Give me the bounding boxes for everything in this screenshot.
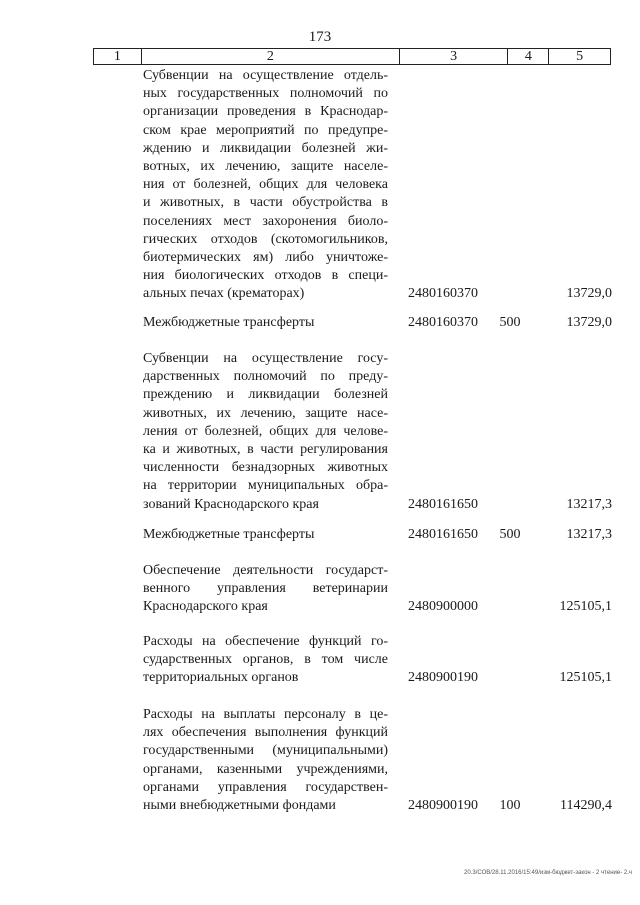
description-line: поселениях мест захоронения биоло- [143,213,388,229]
amount-value: 125105,1 [559,670,612,686]
description-line: Краснодарского края [143,599,268,615]
column-header-1: 1 [94,49,142,64]
document-footer-code: 20.3/СОВ/28.11.2016/15:49/изм-бюджет-закон - 2 чтение- 2.ч [464,870,632,876]
description-line: альных печах (крематорах) [143,286,305,302]
column-header-3: 3 [400,49,509,64]
expense-type-code: 500 [499,527,521,542]
description-line: ния биологических отходов в специ- [143,268,388,284]
target-article-code: 2480161650 [408,496,478,512]
row-description [143,633,388,688]
description-line: органами управления государствен- [143,779,388,795]
description-line: дарственных полномочий по преду- [143,369,388,385]
row-description [143,706,388,815]
target-article-code: 2480161650 [408,527,478,542]
description-line: ния от болезней, общих для человека [143,177,388,193]
description-line: Субвенции на осуществление госу- [143,351,388,366]
amount-value: 13729,0 [566,315,612,330]
description-line: зований Краснодарского края [143,496,319,512]
description-line: венного управления ветеринарии [143,581,388,597]
amount-value: 125105,1 [559,599,612,615]
description-line: на территории муниципальных обра- [143,478,388,494]
description-line: ском крае мероприятий по предупре- [143,122,388,138]
column-header-4: 4 [508,49,549,64]
page-number: 173 [308,29,332,45]
description-line: Субвенции на осуществление отдель- [143,68,388,83]
row-description [143,314,388,332]
description-line: ждению и ликвидации болезней жи- [143,140,388,156]
column-header-5: 5 [576,49,584,64]
target-article-code: 2480900190 [408,798,478,813]
description-line: преждению и ликвидации болезней [143,387,388,403]
description-line: ными внебюджетными фондами [143,798,336,814]
row-description [143,526,388,544]
description-line: вотных, их лечению, защите населе- [143,159,388,175]
amount-value: 114290,4 [560,798,612,813]
expense-type-code: 100 [499,798,521,813]
row-description [143,562,388,617]
description-line: биотермических ям) либо уничтоже- [143,250,388,266]
description-line: численности безнадзорных животных [143,460,388,476]
description-line: государственными (муниципальными) [143,743,388,759]
description-line: Межбюджетные трансферты [143,527,315,542]
amount-value: 13217,3 [566,527,612,542]
description-line: организации проведения в Краснодар- [143,104,388,120]
description-line: ных государственных полномочий по [143,86,388,102]
description-line: гических отходов (скотомогильников, [143,231,388,247]
target-article-code: 2480160370 [408,315,478,330]
column-header-row [93,48,611,65]
description-line: Расходы на выплаты персоналу в це- [143,707,388,722]
description-line: сударственных органов, в том числе [143,652,388,668]
row-description [143,67,388,304]
description-line: животных, их лечению, защите насе- [143,405,388,421]
description-line: Межбюджетные трансферты [143,315,315,330]
column-header-2: 2 [142,49,400,64]
description-line: ления от болезней, общих для челове- [143,423,388,439]
description-line: органами, казенными учреждениями, [143,761,388,777]
target-article-code: 2480900000 [408,599,478,615]
row-description [143,350,388,514]
description-line: ка и животных, в части регулирования [143,442,388,458]
description-line: Расходы на обеспечение функций го- [143,634,388,649]
expense-type-code: 500 [499,315,521,330]
amount-value: 13217,3 [566,496,612,512]
description-line: территориальных органов [143,670,299,686]
target-article-code: 2480900190 [408,670,478,686]
description-line: и животных, в части обустройства в [143,195,388,211]
description-line: Обеспечение деятельности государст- [143,563,388,578]
description-line: лях обеспечения выполнения функций [143,725,388,741]
amount-value: 13729,0 [566,286,612,302]
target-article-code: 2480160370 [408,286,478,302]
